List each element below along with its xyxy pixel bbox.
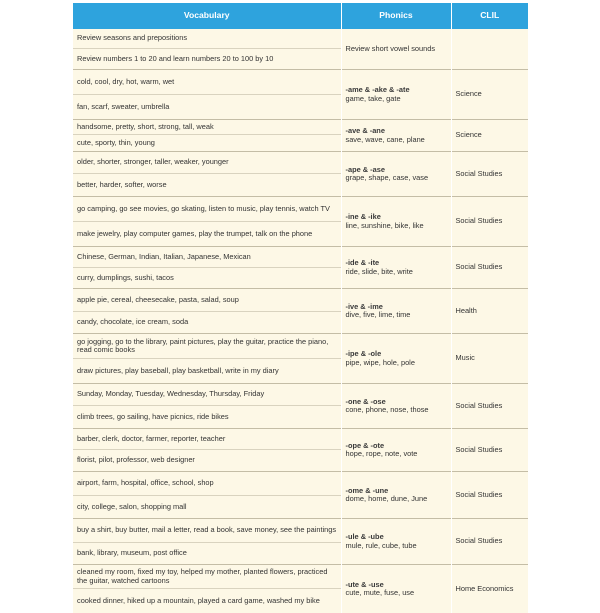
clil-cell: Science [451, 120, 528, 152]
vocabulary-cell: city, college, salon, shopping mall [73, 496, 341, 519]
table-row [73, 152, 528, 174]
table-row [73, 289, 528, 312]
phonics-pattern: -ave & -ane [346, 127, 447, 135]
vocabulary-cell: Review seasons and prepositions [73, 29, 341, 49]
phonics-pattern: -ive & -ime [346, 303, 447, 311]
phonics-cell [341, 519, 451, 565]
vocabulary-cell: cold, cool, dry, hot, warm, wet [73, 70, 341, 95]
phonics-examples: pipe, wipe, hole, pole [346, 359, 447, 367]
phonics-cell [341, 120, 451, 152]
phonics-pattern: -ule & -ube [346, 533, 447, 541]
phonics-cell [341, 429, 451, 472]
vocabulary-cell: Sunday, Monday, Tuesday, Wednesday, Thursday, Friday [73, 384, 341, 406]
vocabulary-cell: barber, clerk, doctor, farmer, reporter, teacher [73, 429, 341, 450]
vocabulary-cell: cooked dinner, hiked up a mountain, played a card game, washed my bike [73, 589, 341, 613]
table-row [73, 429, 528, 450]
phonics-examples: Review short vowel sounds [346, 45, 447, 53]
table-row [73, 70, 528, 95]
phonics-cell [341, 197, 451, 247]
phonics-pattern: -ine & -ike [346, 213, 447, 221]
header-row [73, 3, 528, 29]
clil-cell: Health [451, 289, 528, 334]
clil-cell: Social Studies [451, 519, 528, 565]
vocabulary-cell: airport, farm, hospital, office, school, shop [73, 472, 341, 496]
phonics-cell [341, 334, 451, 384]
vocabulary-cell: buy a shirt, buy butter, mail a letter, read a book, save money, see the paintings [73, 519, 341, 543]
phonics-examples: save, wave, cane, plane [346, 136, 447, 144]
table-row [73, 384, 528, 406]
vocabulary-cell: go camping, go see movies, go skating, listen to music, play tennis, watch TV [73, 197, 341, 222]
phonics-examples: ride, slide, bite, write [346, 268, 447, 276]
phonics-examples: game, take, gate [346, 95, 447, 103]
phonics-examples: grape, shape, case, vase [346, 174, 447, 182]
vocabulary-cell: fan, scarf, sweater, umbrella [73, 95, 341, 120]
vocabulary-cell: Review numbers 1 to 20 and learn numbers 20 to 100 by 10 [73, 49, 341, 70]
phonics-pattern: -ome & -une [346, 487, 447, 495]
vocabulary-cell: bank, library, museum, post office [73, 543, 341, 565]
vocabulary-cell: candy, chocolate, ice cream, soda [73, 312, 341, 334]
vocabulary-cell: older, shorter, stronger, taller, weaker, younger [73, 152, 341, 174]
vocabulary-cell: climb trees, go sailing, have picnics, ride bikes [73, 406, 341, 429]
phonics-pattern: -ipe & -ole [346, 350, 447, 358]
phonics-examples: cute, mute, fuse, use [346, 589, 447, 597]
vocabulary-cell: cleaned my room, fixed my toy, helped my mother, planted flowers, practiced the guitar, watched cartoons [73, 565, 341, 589]
vocabulary-cell: make jewelry, play computer games, play the trumpet, talk on the phone [73, 222, 341, 247]
phonics-examples: cone, phone, nose, those [346, 406, 447, 414]
phonics-cell [341, 70, 451, 120]
vocabulary-cell: cute, sporty, thin, young [73, 135, 341, 152]
vocabulary-cell: handsome, pretty, short, strong, tall, weak [73, 120, 341, 135]
phonics-examples: dome, home, dune, June [346, 495, 447, 503]
table-body [73, 29, 528, 613]
phonics-pattern: -ide & -ite [346, 259, 447, 267]
header-vocabulary: Vocabulary [73, 3, 341, 29]
phonics-cell [341, 472, 451, 519]
phonics-examples: mule, rule, cube, tube [346, 542, 447, 550]
header-phonics: Phonics [341, 3, 451, 29]
vocabulary-cell: Chinese, German, Indian, Italian, Japanese, Mexican [73, 247, 341, 268]
phonics-cell [341, 152, 451, 197]
clil-cell: Social Studies [451, 197, 528, 247]
table-row [73, 197, 528, 222]
clil-cell: Social Studies [451, 472, 528, 519]
phonics-cell [341, 29, 451, 70]
table-row [73, 247, 528, 268]
clil-cell: Science [451, 70, 528, 120]
header-clil: CLIL [451, 3, 528, 29]
syllabus-table [73, 3, 528, 613]
clil-cell: Social Studies [451, 384, 528, 429]
vocabulary-cell: apple pie, cereal, cheesecake, pasta, salad, soup [73, 289, 341, 312]
vocabulary-cell: better, harder, softer, worse [73, 174, 341, 197]
clil-cell: Home Economics [451, 565, 528, 613]
table-row [73, 334, 528, 359]
phonics-pattern: -ame & -ake & -ate [346, 86, 447, 94]
clil-cell: Music [451, 334, 528, 384]
phonics-examples: hope, rope, note, vote [346, 450, 447, 458]
table-row [73, 472, 528, 496]
clil-cell: Social Studies [451, 152, 528, 197]
phonics-cell [341, 384, 451, 429]
phonics-examples: dive, five, lime, time [346, 311, 447, 319]
phonics-cell [341, 565, 451, 613]
vocabulary-cell: draw pictures, play baseball, play basketball, write in my diary [73, 359, 341, 384]
clil-cell [451, 29, 528, 70]
phonics-examples: line, sunshine, bike, like [346, 222, 447, 230]
phonics-cell [341, 247, 451, 289]
phonics-pattern: -ope & -ote [346, 442, 447, 450]
clil-cell: Social Studies [451, 247, 528, 289]
vocabulary-cell: florist, pilot, professor, web designer [73, 450, 341, 472]
table-row [73, 29, 528, 49]
clil-cell: Social Studies [451, 429, 528, 472]
vocabulary-cell: go jogging, go to the library, paint pictures, play the guitar, practice the piano, read comic books [73, 334, 341, 359]
vocabulary-cell: curry, dumplings, sushi, tacos [73, 268, 341, 289]
phonics-pattern: -ape & -ase [346, 166, 447, 174]
phonics-cell [341, 289, 451, 334]
table-row [73, 120, 528, 135]
phonics-pattern: -ute & -use [346, 581, 447, 589]
table-row [73, 565, 528, 589]
table-row [73, 519, 528, 543]
phonics-pattern: -one & -ose [346, 398, 447, 406]
